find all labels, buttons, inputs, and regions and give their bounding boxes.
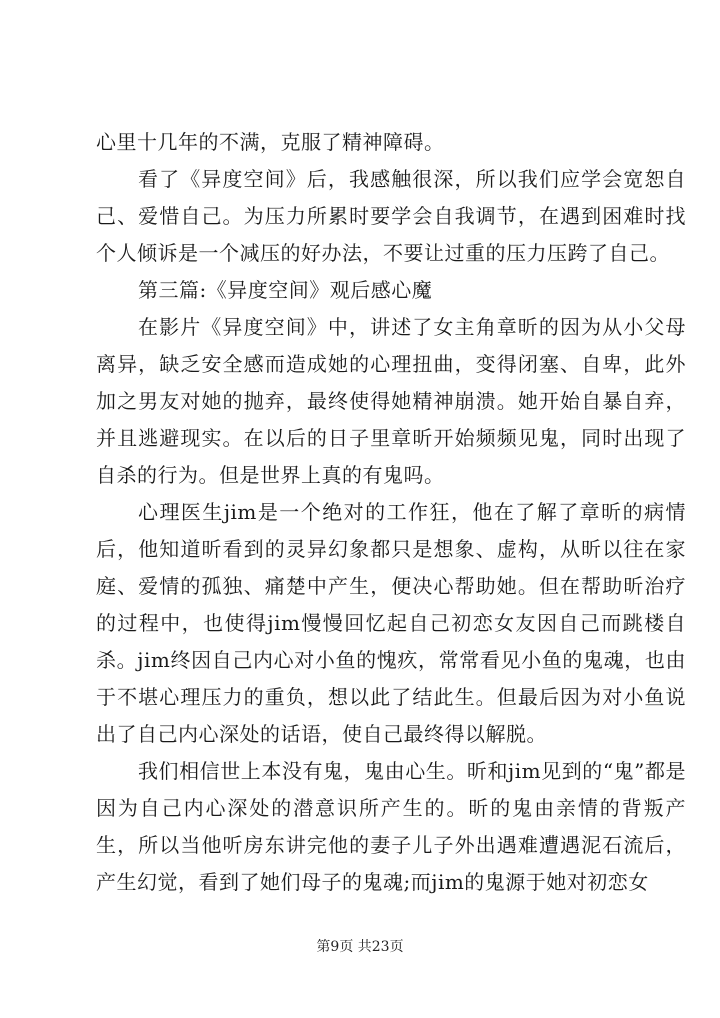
paragraph-1: 心里十几年的不满，克服了精神障碍。 xyxy=(96,130,445,154)
body-text xyxy=(96,124,686,901)
page-footer: 第9页 共23页 xyxy=(316,939,404,955)
paragraph-4: 心理医生jim是一个绝对的工作狂，他在了解了章昕的病情后，他知道昕看到的灵异幻象都只是想象、虚构，从昕以往在家庭、爱情的孤独、痛楚中产生，便决心帮助她。但在帮助昕治疗的过程中，也使得jim慢慢回忆起自己初恋女友因自己而跳楼自杀。jim终因自己内心对小鱼的愧疚，常常看见小鱼的鬼魂，也由于不堪心理压力的重负，想以此了结此生。但最后因为对小鱼说出了自己内心深处的话语，使自己最终得以解脱。 xyxy=(96,500,686,746)
paragraph-2: 看了《异度空间》后，我感触很深，所以我们应学会宽恕自己、爱惜自己。为压力所累时要学会自我调节，在遇到困难时找个人倾诉是一个减压的好办法，不要让过重的压力压跨了自己。 xyxy=(96,167,686,265)
paragraph-3: 在影片《异度空间》中，讲述了女主角章昕的因为从小父母离异，缺乏安全感而造成她的心理扭曲，变得闭塞、自卑，此外加之男友对她的抛弃，最终使得她精神崩溃。她开始自暴自弃，并且逃避现实。在以后的日子里章昕开始频频见鬼，同时出现了自杀的行为。但是世界上真的有鬼吗。 xyxy=(96,315,686,487)
section-heading: 第三篇:《异度空间》观后感心魔 xyxy=(138,278,433,302)
paragraph-5: 我们相信世上本没有鬼，鬼由心生。昕和jim见到的“鬼”都是因为自己内心深处的潜意识所产生的。昕的鬼由亲情的背叛产生，所以当他听房东讲完他的妻子儿子外出遇难遭遇泥石流后，产生幻觉，看到了她们母子的鬼魂;而jim的鬼源于她对初恋女 xyxy=(96,759,686,894)
